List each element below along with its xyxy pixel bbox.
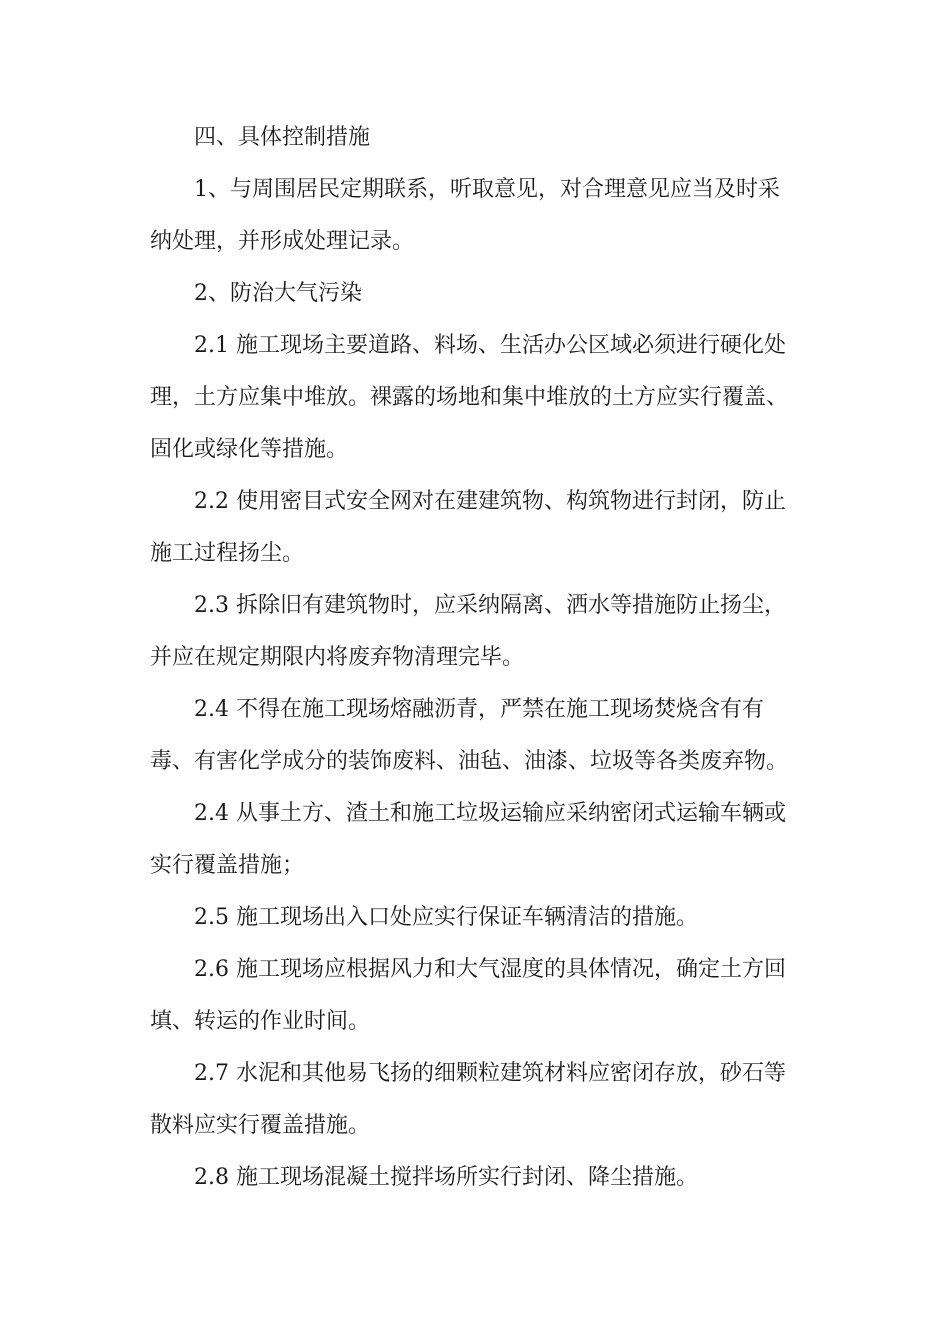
document-body [150, 112, 790, 1204]
paragraph-line: 纳处理，并形成处理记录。 [150, 229, 415, 254]
paragraph-line: 理，土方应集中堆放。裸露的场地和集中堆放的土方应实行覆盖、 [150, 385, 789, 410]
paragraph-9 [150, 944, 790, 1048]
paragraph-line: 填、转运的作业时间。 [150, 1009, 371, 1034]
paragraph-line: 1、与周围居民定期联系，听取意见，对合理意见应当及时采 [194, 177, 780, 202]
section-heading [150, 112, 790, 164]
paragraph-4 [150, 476, 790, 580]
paragraph-line: 2.4 不得在施工现场熔融沥青，严禁在施工现场焚烧含有有 [194, 697, 764, 722]
paragraph-line: 施工过程扬尘。 [150, 541, 305, 566]
paragraph-11 [150, 1152, 790, 1204]
paragraph-5 [150, 580, 790, 684]
heading-text: 四、具体控制措施 [194, 125, 371, 150]
paragraph-line: 散料应实行覆盖措施。 [150, 1113, 371, 1138]
paragraph-10 [150, 1048, 790, 1152]
paragraph-line: 2.7 水泥和其他易飞扬的细颗粒建筑材料应密闭存放，砂石等 [194, 1061, 786, 1086]
paragraph-3 [150, 320, 790, 476]
paragraph-8 [150, 892, 790, 944]
paragraph-line: 2.2 使用密目式安全网对在建建筑物、构筑物进行封闭，防止 [194, 489, 786, 514]
paragraph-line: 并应在规定期限内将废弃物清理完毕。 [150, 645, 525, 670]
paragraph-line: 2.8 施工现场混凝土搅拌场所实行封闭、降尘措施。 [194, 1165, 698, 1190]
paragraph-line: 2.6 施工现场应根据风力和大气湿度的具体情况，确定土方回 [194, 957, 786, 982]
paragraph-line: 实行覆盖措施； [150, 853, 305, 878]
paragraph-line: 毒、有害化学成分的装饰废料、油毡、油漆、垃圾等各类废弃物。 [150, 749, 789, 774]
paragraph-line: 2.4 从事土方、渣土和施工垃圾运输应采纳密闭式运输车辆或 [194, 801, 786, 826]
paragraph-line: 2.1 施工现场主要道路、料场、生活办公区域必须进行硬化处 [194, 333, 786, 358]
paragraph-line: 2.5 施工现场出入口处应实行保证车辆清洁的措施。 [194, 905, 698, 930]
paragraph-6 [150, 684, 790, 788]
paragraph-1 [150, 164, 790, 268]
paragraph-line: 2、防治大气污染 [194, 281, 362, 306]
paragraph-line: 固化或绿化等措施。 [150, 437, 349, 462]
paragraph-line: 2.3 拆除旧有建筑物时，应采纳隔离、洒水等措施防止扬尘， [194, 593, 786, 618]
paragraph-7 [150, 788, 790, 892]
paragraph-2 [150, 268, 790, 320]
